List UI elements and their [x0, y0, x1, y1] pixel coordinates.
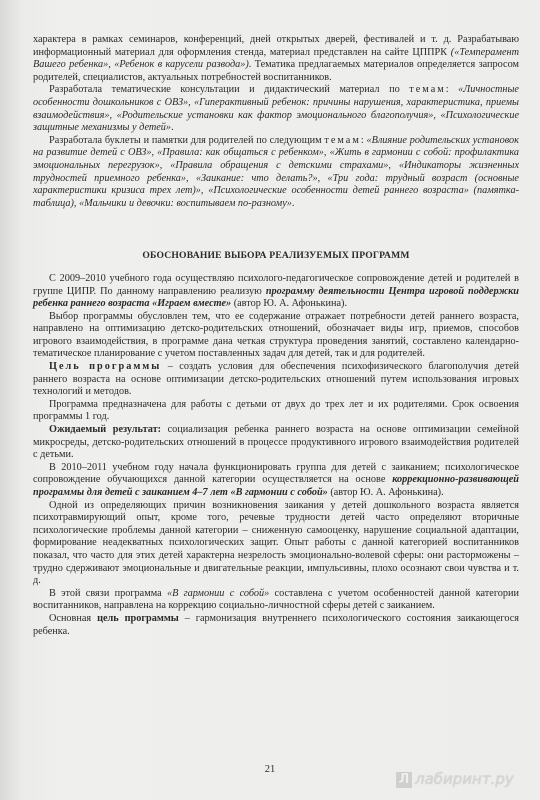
labyrinth-logo-icon: Л — [396, 772, 412, 788]
watermark-text: лабиринт.ру — [415, 770, 514, 788]
text-run: Одной из определяющих причин возникновения заикания у детей дошкольного возраста является психотравмирующий опыт, кроме того, речевые трудности детей часто определяют вторичные психологические проблемы данной категории – сниженную самооценку, нарушение социальной адаптации, формирование неадекватных психологических защит. Опыт работы с данной категорией воспитанников показал, что часто для этих детей характерна незрелость эмоционально-волевой сферы: они расторможены – трудно сдерживают эмоциональные и двигательные реакции, импульсивны, плохо осознают свои чувства и т. д. — [33, 499, 519, 587]
paragraph — [33, 34, 519, 84]
paragraph — [33, 399, 519, 424]
text-run: . — [291, 197, 295, 209]
text-run: – гармонизация внутреннего психологического состояния заикающегося ребенка. — [33, 612, 520, 637]
text-run: . Тематика предлагаемых материалов определяется запросом родителей, специалистов, актуальных потребностей воспитанников. — [33, 59, 519, 83]
text-run: Цель программы — [49, 361, 162, 373]
page-content — [33, 34, 519, 638]
paragraph — [33, 588, 519, 613]
text-run: («Темперамент Вашего ребенка», «Ребенок в карусели развода») — [33, 46, 519, 71]
text-run: В 2010–2011 учебном году начала функционировать группа для детей с заиканием; психологическое сопровождение обучающихся данной категории осуществляется на основе — [33, 461, 519, 486]
text-run: «В гармонии с собой» — [166, 587, 270, 599]
paragraph — [33, 500, 519, 588]
paragraph — [33, 84, 519, 134]
paragraph — [33, 273, 519, 311]
text-run: социализация ребенка раннего возраста на основе оптимизации семейной микросреды, детско-родительских отношений в процессе продуктивного игрового взаимодействия родителей с детьми. — [33, 424, 519, 461]
text-run: коррекционно-развивающей программы для детей с заиканием 4–7 лет «В гармонии с собой» — [33, 474, 519, 498]
text-run: Программа предназначена для работы с детьми от двух до трех лет и их родителями. Срок освоения программы 1 год. — [33, 398, 519, 423]
text-run: «Влияние родительских установок на развитие детей с ОВЗ», «Правила: как общаться с ребенком», «Жить в гармонии с собой: профилактика эмоциональных перегрузок», «Правила обращения с детскими страхами», «Индикаторы жизненных трудностей приемного ребенка», «Заикание: что делать?», «Три года: трудный возраст (основные характеристики кризиса трех лет)», «Психологические особенности детей раннего возраста» (памятка-таблица), «Мальчики и девочки: воспитываем по-разному» — [33, 134, 519, 209]
paragraph — [33, 462, 519, 500]
text-run: : — [445, 84, 459, 96]
text-run: Разработала тематические консультации и дидактический материал по — [49, 84, 410, 96]
text-run: (автор Ю. А. Афонькина). — [327, 487, 444, 498]
text-run: «Личностные особенности дошкольников с ОВЗ», «Гиперактивный ребенок: причины нарушения, характеристика, приемы взаимодействия», «Родительские установки как фактор эмоционального благополучия», «Психологические защитные механизмы у детей» — [33, 84, 519, 134]
text-run: В этой связи программа — [49, 587, 167, 599]
text-run: Выбор программы обусловлен тем, что ее содержание отражает потребности детей раннего возраста, направлено на оптимизацию детско-родительских отношений, обозначает виды игр, приемов, способов игрового взаимодействия, в программе дана четкая структура проведения занятий, составлено календарно-тематическое планирование с учетом поставленных задач для детей, так и для родителей. — [33, 310, 519, 360]
text-run: Разработала буклеты и памятки для родителей по следующим — [49, 134, 325, 146]
paragraph — [33, 311, 519, 361]
text-run: темам — [324, 134, 361, 146]
page-number: 21 — [264, 764, 276, 775]
intro-section — [33, 34, 519, 210]
watermark — [396, 770, 514, 788]
paragraph — [33, 424, 519, 462]
text-run: С 2009–2010 учебного года осуществляю психолого-педагогическое сопровождение детей и родителей в группе ЦИПР. По данному направлению реализую — [33, 272, 519, 297]
text-run: характера в рамках семинаров, конференций, дней открытых дверей, фестивалей и т. д. Разрабатываю информационный материал для оформления стенда, материал представлен на сайте ЦППРК — [33, 34, 519, 58]
text-run: цель программы — [97, 612, 179, 624]
text-run: программу деятельности Центра игровой поддержки ребенка раннего возраста «Играем вместе» — [33, 285, 519, 310]
text-run: темам — [409, 84, 446, 96]
paragraph — [33, 613, 519, 638]
text-run: : — [360, 134, 367, 146]
paragraph — [33, 361, 519, 399]
text-run: . — [171, 122, 174, 134]
text-run: составлена с учетом особенностей данной категории воспитанников, направлена на коррекцию социально-личностной сферы детей с заиканием. — [33, 587, 519, 612]
paragraph — [33, 135, 519, 211]
text-run: – создать условия для обеспечения психофизического благополучия детей раннего возраста на основе оптимизации детско-родительских отношений путем использования игровых технологий и методов. — [33, 361, 519, 398]
text-run: Основная — [49, 612, 98, 624]
section-heading: ОБОСНОВАНИЕ ВЫБОРА РЕАЛИЗУЕМЫХ ПРОГРАММ — [142, 250, 410, 262]
programs-section — [33, 273, 519, 638]
text-run: Ожидаемый результат: — [49, 424, 162, 436]
text-run: (автор Ю. А. Афонькина). — [231, 298, 348, 310]
